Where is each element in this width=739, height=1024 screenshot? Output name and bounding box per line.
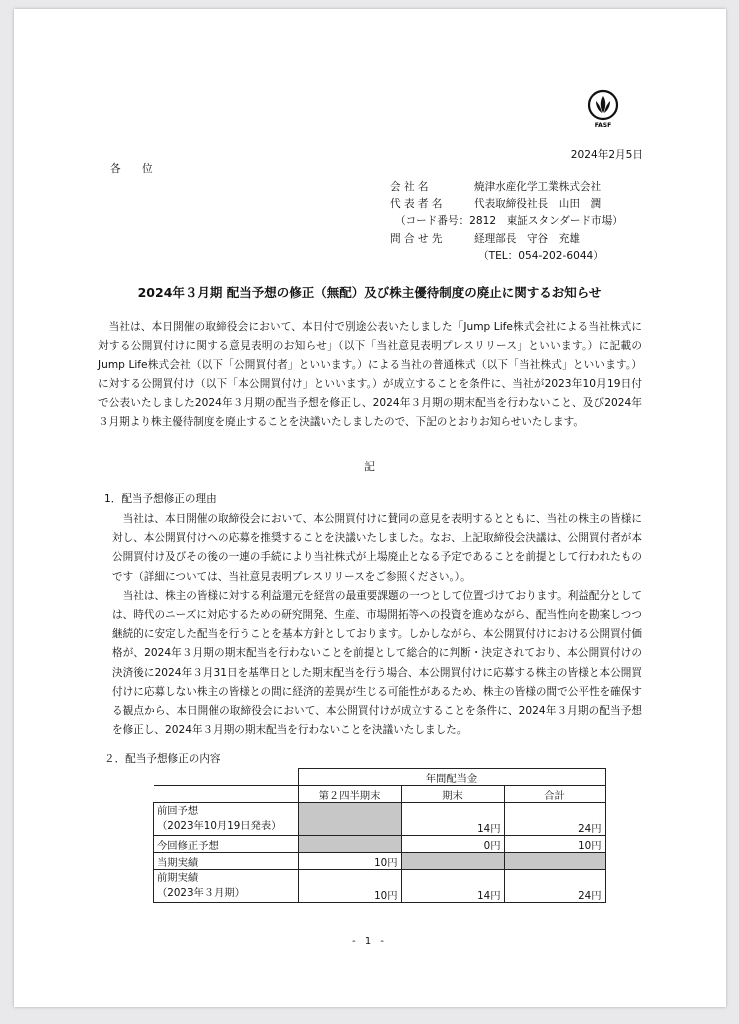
- row-label-sub: （2023年３月期）: [157, 887, 245, 899]
- intro-text: 当社は、本日開催の取締役会において、本日付で別途公表いたしました「Jump Life株式会社による当社株式に対する公開買付けに関する意見表明のお知らせ」（以下「当社意見表明プレスリリース」といいます。）に記載のJump Life株式会社（以下「公開買付者」といいます。）による当社の普通株式（以下「当社株式」といいます。）に対する公開買付け（以下「本公開買付け」といいます。）が成立することを条件に、当社が2023年10月19日付で公表いたしました2024年３月期の配当予想を修正し、2024年３月期の期末配当を行わないこと、及び2024年３月期より株主優待制度を廃止することを決議いたしましたので、下記のとおりお知らせいたします。: [98, 321, 642, 428]
- row-label: 当期実績: [154, 853, 299, 870]
- ki-mark: 記: [364, 461, 375, 473]
- table-row: [154, 803, 606, 836]
- annual-dividend-header: 年間配当金: [298, 769, 605, 786]
- contact-person: 経理部長 守谷 充雄: [474, 233, 580, 245]
- cell-q2: 10円: [298, 853, 401, 870]
- intro-paragraph: [98, 318, 642, 432]
- stock-code: （コード番号：2812 東証スタンダード市場）: [395, 215, 623, 227]
- row-label: 今回修正予想: [154, 836, 299, 853]
- cell-year-end: [401, 853, 504, 870]
- issue-date: 2024年2月5日: [570, 149, 643, 161]
- row-label: [154, 803, 299, 836]
- row-label-main: 前期実績: [157, 872, 199, 884]
- cell-q2: [298, 836, 401, 853]
- representative-label: 代 表 者 名: [390, 198, 443, 210]
- table-header-row: [154, 769, 606, 786]
- table-row: [154, 853, 606, 870]
- cell-total: [504, 853, 605, 870]
- dividend-forecast-table: [153, 768, 606, 903]
- table-corner: [154, 769, 299, 786]
- column-header-q2: 第２四半期末: [298, 786, 401, 803]
- contact-label: 問 合 せ 先: [390, 233, 443, 245]
- addressee: 各 位: [110, 163, 162, 175]
- section-1-paragraph-1: 当社は、本日開催の取締役会において、本公開買付けに賛同の意見を表明するとともに、当社の株主の皆様に対し、本公開買付けへの応募を推奨することを決議いたしました。なお、上記取締役会決議は、公開買付者が本公開買付け及びその後の一連の手続により当社株式が上場廃止となる予定であることを前提として行われたものです（詳細については、当社意見表明プレスリリースをご参照ください。）。: [112, 513, 642, 583]
- cell-q2: [298, 803, 401, 836]
- cell-total: 10円: [504, 836, 605, 853]
- cell-year-end: 14円: [401, 803, 504, 836]
- table-row: [154, 870, 606, 903]
- contact-phone: （TEL：054-202-6044）: [478, 250, 604, 262]
- section-1-heading: 1．配当予想修正の理由: [104, 493, 217, 505]
- company-name: 焼津水産化学工業株式会社: [474, 181, 602, 193]
- table-subheader-row: [154, 786, 606, 803]
- section-1-body: [112, 510, 642, 740]
- cell-q2: 10円: [298, 870, 401, 903]
- table-corner: [154, 786, 299, 803]
- representative: 代表取締役社長 山田 潤: [474, 198, 602, 210]
- column-header-year-end: 期末: [401, 786, 504, 803]
- row-label-sub: （2023年10月19日発表）: [157, 820, 282, 832]
- column-header-total: 合計: [504, 786, 605, 803]
- cell-year-end: 0円: [401, 836, 504, 853]
- page-number: - 1 -: [352, 936, 387, 947]
- document-title: 2024年３月期 配当予想の修正（無配）及び株主優待制度の廃止に関するお知らせ: [137, 285, 602, 300]
- section-1-paragraph-2: 当社は、株主の皆様に対する利益還元を経営の最重要課題の一つとして位置づけております。利益配分としては、時代のニーズに対応するための研究開発、生産、市場開拓等への投資を進めながら、配当性向を勘案しつつ継続的に安定した配当を行うことを基本方針としております。しかしながら、本公開買付けにおける公開買付価格が、2024年３月期の期末配当を行わないことを前提として総合的に判断・決定されており、本公開買付けの決済後に2024年３月31日を基準日とした期末配当を行う場合、本公開買付けに応募する株主の皆様と本公開買付けに応募しない株主の皆様との間に経済的差異が生じる可能性があるため、株主の皆様の間で公平性を確保する観点から、本日開催の取締役会において、本公開買付けが成立することを条件に、2024年３月期の配当予想を修正し、2024年３月期の期末配当を行わないことを決議いたしました。: [112, 589, 642, 737]
- svg-text:FASF: FASF: [594, 122, 612, 129]
- section-2-heading: ２．配当予想修正の内容: [104, 753, 221, 765]
- cell-total: 24円: [504, 870, 605, 903]
- company-name-label: 会 社 名: [390, 181, 429, 193]
- cell-total: 24円: [504, 803, 605, 836]
- fasf-logo: [586, 89, 620, 129]
- table-row: [154, 836, 606, 853]
- cell-year-end: 14円: [401, 870, 504, 903]
- row-label: [154, 870, 299, 903]
- row-label-main: 前回予想: [157, 805, 199, 817]
